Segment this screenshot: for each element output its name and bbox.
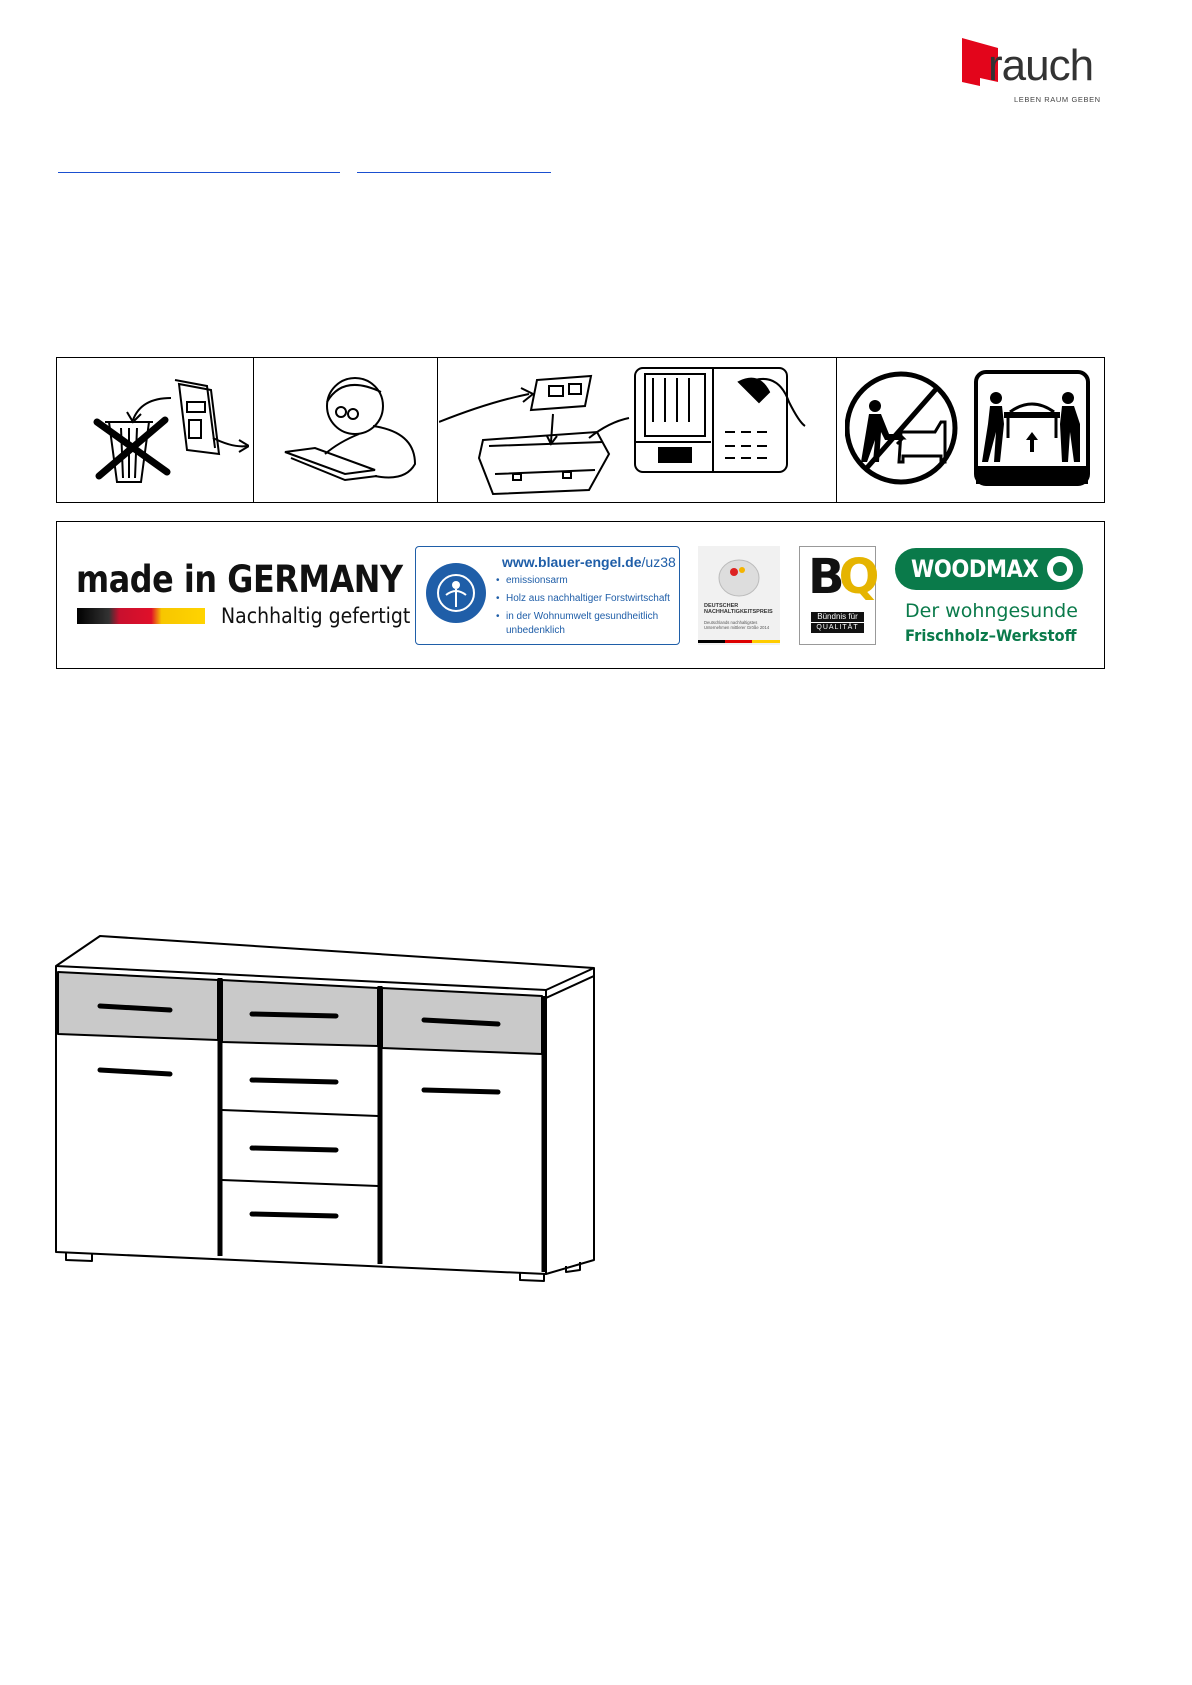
award-caption: Deutschlands nachhaltigstes Unternehmen mittlerer Größe 2014 — [704, 620, 770, 630]
bq-line2: QUALITÄT — [811, 623, 864, 633]
award-flag-bar — [698, 640, 780, 643]
blauer-engel-url-bold: www.blauer-engel.de — [502, 554, 642, 570]
blauer-engel-url-thin: /uz38 — [641, 554, 676, 570]
blauer-engel-bullet: • Holz aus nachhaltiger Forstwirtschaft — [506, 593, 670, 604]
panel-divider — [437, 358, 438, 502]
blauer-engel-bullet: • emissionsarm — [506, 575, 568, 586]
keep-instructions-icon — [439, 362, 835, 500]
blauer-engel-label — [415, 546, 680, 645]
german-flag-stripe — [77, 608, 205, 624]
no-dragging-icon — [845, 370, 959, 486]
nachhaltigkeitspreis-award — [698, 546, 780, 645]
woodmax-line2: Frischholz–Werkstoff — [905, 626, 1077, 645]
rauch-logo — [962, 38, 1106, 108]
read-instructions-icon — [255, 362, 435, 500]
carry-by-two-icon — [974, 370, 1090, 486]
woodmax-ring-icon — [1047, 556, 1073, 582]
discard-instructions-icon — [61, 362, 249, 500]
made-in-germany-subtitle: Nachhaltig gefertigt — [221, 604, 411, 628]
blauer-engel-url[interactable] — [502, 554, 676, 570]
blauer-engel-seal-icon — [424, 555, 488, 635]
logo-tagline: LEBEN RAUM GEBEN — [1014, 95, 1101, 104]
link-1[interactable] — [58, 172, 340, 173]
bq-badge — [799, 546, 876, 645]
bq-line1: Bündnis für — [811, 612, 864, 622]
bq-logo: BQ — [808, 549, 874, 605]
made-in-germany-title: made in GERMANY — [76, 558, 403, 601]
award-trophy-icon — [714, 554, 764, 600]
woodmax-name: WOODMAX — [911, 555, 1039, 583]
panel-divider — [836, 358, 837, 502]
link-2[interactable] — [357, 172, 551, 173]
certifications-panel — [56, 521, 1105, 669]
blauer-engel-bullet: • in der Wohnumwelt gesundheitlich — [506, 611, 658, 622]
woodmax-line1: Der wohngesunde — [905, 600, 1078, 622]
blauer-engel-bullet-cont: unbedenklich — [506, 625, 565, 636]
sideboard-drawing — [52, 932, 600, 1288]
instructions-pictogram-panel — [56, 357, 1105, 503]
panel-divider — [253, 358, 254, 502]
award-title: DEUTSCHER NACHHALTIGKEITSPREIS — [704, 603, 773, 615]
woodmax-logo — [895, 548, 1083, 590]
logo-wordmark: rauch — [988, 41, 1094, 90]
